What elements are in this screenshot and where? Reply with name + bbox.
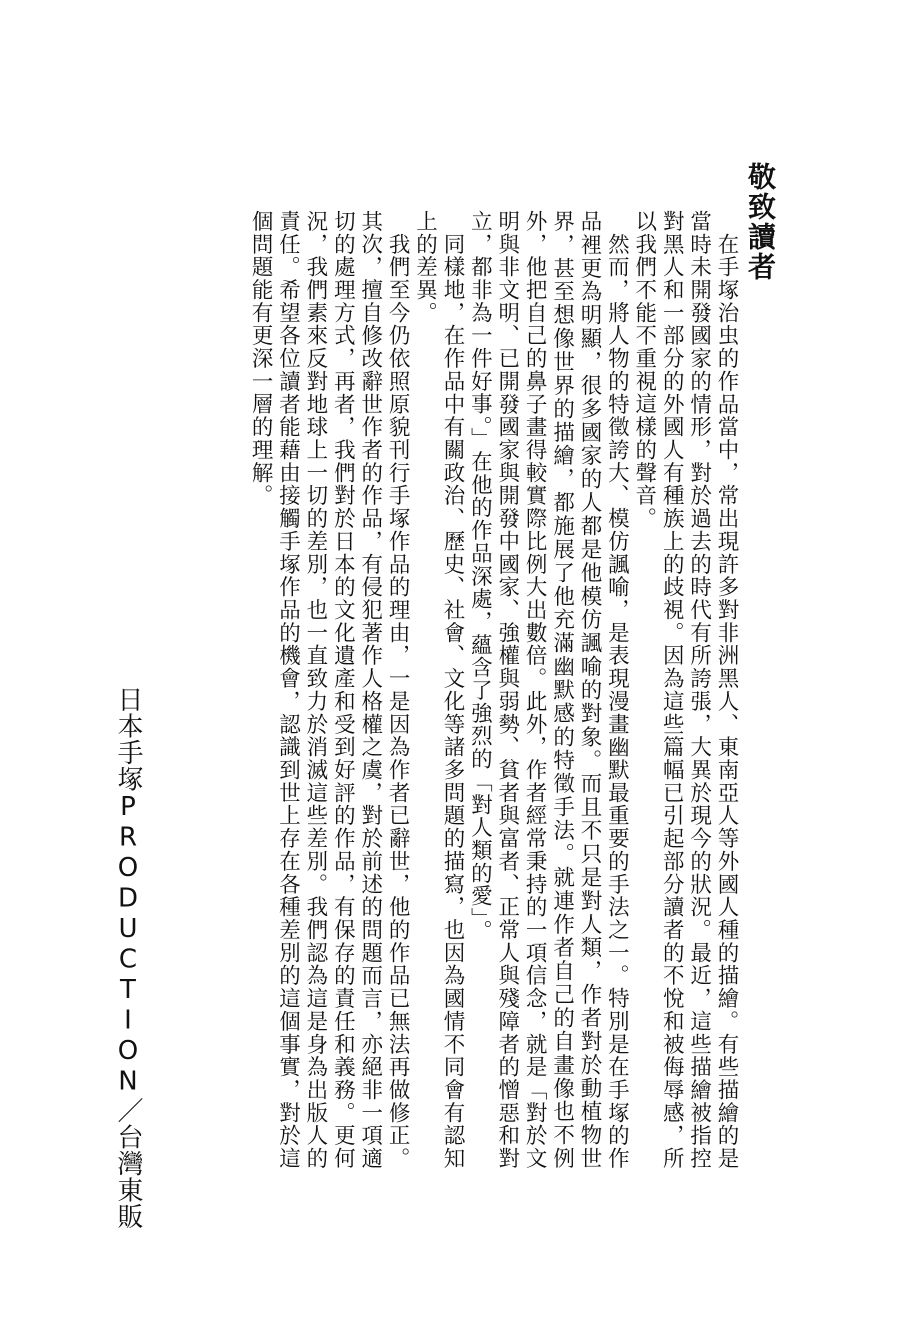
paragraph: 同樣地，在作品中有關政治、歷史、社會、文化等諸多問題的描寫，也因為國情不同會有認知上的差異。: [412, 210, 465, 1170]
paragraph: 然而，將人物的特徵誇大、模仿諷喻，是表現漫畫幽默最重要的手法之一。特別是在手塚的作品裡更為明顯，很多國家的人都是他模仿諷喻的對象。而且不只是對人類，作者對於動植物世界，甚至想像世界的描繪，都施展了他充滿幽默感的特徵手法。就連作者自己的自畫像也不例外，他把自己的鼻子畫得較實際比例大出數倍。此外，作者經常秉持的一項信念，就是「對於文明與非文明、已開發國家與開發中國家、強權與弱勢、貧者與富者、正常人與殘障者的憎惡和對立，都非為一件好事。」在他的作品深處，蘊含了強烈的「對人類的愛」。: [467, 210, 630, 1170]
paragraph: 我們至今仍依照原貌刊行手塚作品的理由，一是因為作者已辭世，他的作品已無法再做修正。其次，擅自修改辭世作者的作品，有侵犯著作人格權之虞，對於前述的問題而言，亦絕非一項適切的處理方式，再者，我們對於日本的文化遺產和受到好評的作品，有保存的責任和義務。更何況，我們素來反對地球上一切的差別，也一直致力於消滅這些差別。我們認為這是身為出版人的責任。希望各位讀者能藉由接觸手塚作品的機會，認識到世上存在各種差別的這個事實，對於這個問題能有更深一層的理解。: [248, 210, 411, 1170]
page-title: 敬致讀者: [744, 162, 777, 282]
publisher-signature: 日本手塚PRODUCTION／台灣東販: [113, 686, 143, 1230]
paragraph: 在手塚治虫的作品當中，常出現許多對非洲黑人、東南亞人等外國人種的描繪。有些描繪的是當時未開發國家的情形，對於過去的時代有所誇張，大異於現今的狀況。最近，這些描繪被指控對黑人和一部分的外國人有種族上的歧視。因為這些篇幅已引起部分讀者的不悅和被侮辱感，所以我們不能不重視這樣的聲音。: [631, 210, 739, 1170]
body-text: [160, 210, 740, 1170]
